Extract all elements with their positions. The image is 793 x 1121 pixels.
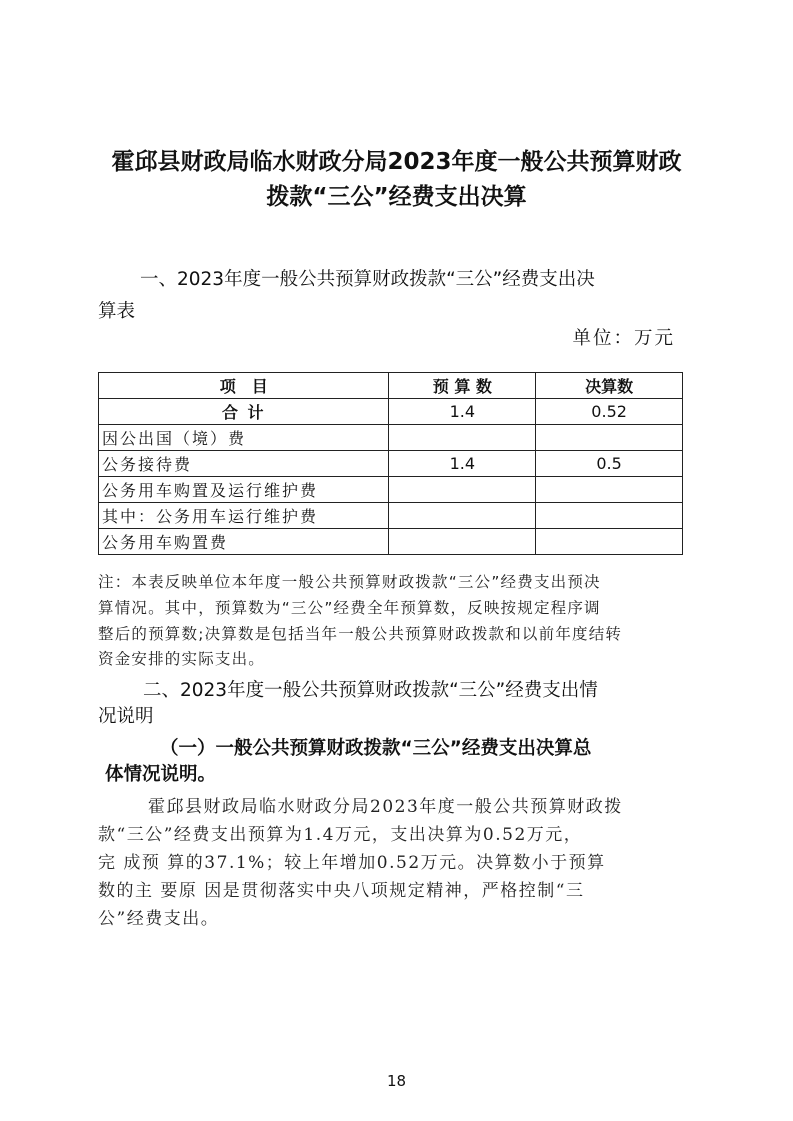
header-item: 项 目 bbox=[99, 373, 389, 399]
body-paragraph-line: 完 成预 算的37.1%；较上年增加0.52万元。决算数小于预算 bbox=[98, 853, 606, 873]
row-item: 公务用车购置费 bbox=[99, 529, 389, 555]
row-final: 0.52 bbox=[536, 399, 683, 425]
row-budget: 1.4 bbox=[389, 451, 536, 477]
section-1-heading-line-1: 一、2023年度一般公共预算财政拨款“三公”经费支出决 bbox=[140, 269, 595, 290]
table-note-line: 整后的预算数;决算数是包括当年一般公共预算财政拨款和以前年度结转 bbox=[98, 625, 623, 643]
section-2-heading-line-1: 二、2023年度一般公共预算财政拨款“三公”经费支出情 bbox=[143, 680, 598, 701]
unit-label: 单位：万元 bbox=[572, 328, 675, 349]
row-final bbox=[536, 503, 683, 529]
table-row bbox=[99, 477, 683, 503]
section-2-heading-line-2: 况说明 bbox=[98, 706, 154, 727]
table-note-line: 注：本表反映单位本年度一般公共预算财政拨款“三公”经费支出预决 bbox=[98, 573, 601, 591]
row-final bbox=[536, 529, 683, 555]
subsection-1-heading-line-2: 体情况说明。 bbox=[105, 764, 217, 785]
table-note-line: 算情况。其中，预算数为“三公”经费全年预算数，反映按规定程序调 bbox=[98, 599, 601, 617]
table-row-total bbox=[99, 399, 683, 425]
row-item: 合 计 bbox=[99, 399, 389, 425]
row-budget bbox=[389, 477, 536, 503]
row-budget bbox=[389, 425, 536, 451]
body-paragraph-line: 数的主 要原 因是贯彻落实中央八项规定精神，严格控制“三 bbox=[98, 881, 585, 901]
row-final bbox=[536, 477, 683, 503]
body-paragraph-line: 公”经费支出。 bbox=[98, 909, 220, 929]
row-item: 公务用车购置及运行维护费 bbox=[99, 477, 389, 503]
table-note-line: 资金安排的实际支出。 bbox=[98, 650, 266, 668]
document-title-line-1: 霍邱县财政局临水财政分局2023年度一般公共预算财政 bbox=[111, 149, 682, 175]
row-final bbox=[536, 425, 683, 451]
page-number: 18 bbox=[386, 1072, 407, 1090]
row-final: 0.5 bbox=[536, 451, 683, 477]
row-item: 其中：公务用车运行维护费 bbox=[99, 503, 389, 529]
row-budget bbox=[389, 503, 536, 529]
row-item: 公务接待费 bbox=[99, 451, 389, 477]
body-paragraph-line: 霍邱县财政局临水财政分局2023年度一般公共预算财政拨 bbox=[148, 797, 623, 817]
table-header-row bbox=[99, 373, 683, 399]
table-row bbox=[99, 425, 683, 451]
row-budget: 1.4 bbox=[389, 399, 536, 425]
row-item: 因公出国（境）费 bbox=[99, 425, 389, 451]
section-1-heading-line-2: 算表 bbox=[98, 301, 136, 322]
three-public-expenses-table bbox=[98, 372, 683, 555]
table-row bbox=[99, 529, 683, 555]
header-budget: 预 算 数 bbox=[389, 373, 536, 399]
table-row bbox=[99, 451, 683, 477]
body-paragraph-line: 款“三公”经费支出预算为1.4万元，支出决算为0.52万元， bbox=[98, 825, 583, 845]
header-final: 决算数 bbox=[536, 373, 683, 399]
document-title-line-2: 拨款“三公”经费支出决算 bbox=[266, 184, 527, 210]
row-budget bbox=[389, 529, 536, 555]
subsection-1-heading-line-1: （一）一般公共预算财政拨款“三公”经费支出决算总 bbox=[160, 738, 592, 759]
table-row bbox=[99, 503, 683, 529]
